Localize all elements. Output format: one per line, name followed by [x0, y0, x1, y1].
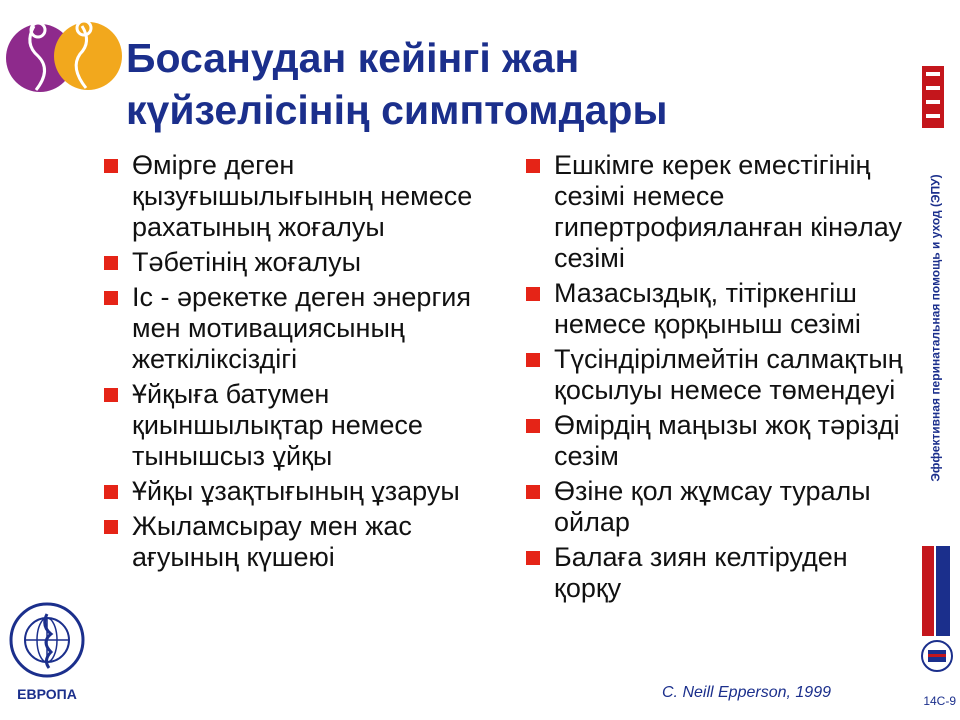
list-item	[526, 150, 916, 274]
list-item	[526, 278, 916, 340]
list-item	[104, 379, 484, 472]
title-line-2: күйзелісінің симптомдары	[126, 87, 668, 133]
list-item-text: Балаға зиян келтіруден қорқу	[554, 542, 848, 603]
slide-number: 14C-9	[923, 694, 956, 708]
usaid-logo	[920, 546, 954, 676]
program-logo	[4, 4, 122, 104]
citation: C. Neill Epperson, 1999	[662, 684, 831, 701]
list-item-text: Мазасыздық, тітіркенгіш немесе қорқыныш сезімі	[554, 278, 861, 339]
list-item-text: Іс - әрекетке деген энергия мен мотивациясының жеткіліксіздігі	[132, 282, 472, 374]
square-bullet-icon	[526, 419, 540, 433]
list-item-text: Өмірге деген қызуғышылығының немесе рахатының жоғалуы	[132, 150, 473, 242]
square-bullet-icon	[104, 159, 118, 173]
square-bullet-icon	[526, 551, 540, 565]
square-bullet-icon	[104, 256, 118, 270]
slide-title	[126, 32, 886, 136]
left-symptom-list	[104, 150, 484, 577]
list-item	[526, 344, 916, 406]
list-item	[104, 247, 484, 278]
list-item-text: Ұйқыға батумен қиыншылықтар немесе тынышсыз ұйқы	[132, 379, 423, 471]
square-bullet-icon	[104, 520, 118, 534]
list-item-text: Тәбетінің жоғалуы	[132, 247, 362, 277]
jsi-logo	[922, 66, 944, 128]
sidebar-caption-text: Эффективная перинатальная помощь и уход (ЭПУ)	[929, 174, 944, 482]
list-item	[104, 511, 484, 573]
square-bullet-icon	[526, 287, 540, 301]
title-line-1: Босанудан кейінгі жан	[126, 35, 580, 81]
list-item-text: Өзіне қол жұмсау туралы ойлар	[554, 476, 871, 537]
right-symptom-list	[526, 150, 916, 608]
square-bullet-icon	[104, 291, 118, 305]
sidebar-caption	[920, 148, 952, 508]
list-item	[526, 476, 916, 538]
list-item-text: Ұйқы ұзақтығының ұзаруы	[132, 476, 460, 506]
square-bullet-icon	[526, 353, 540, 367]
who-emblem-icon	[6, 600, 88, 680]
list-item	[526, 542, 916, 604]
europa-label: ЕВРОПА	[17, 686, 77, 702]
list-item-text: Түсіндірілмейтін салмақтың қосылуы немесе төмендеуі	[554, 344, 903, 405]
list-item-text: Өмірдің маңызы жоқ тәрізді сезім	[554, 410, 900, 471]
list-item	[526, 410, 916, 472]
list-item-text: Ешкімге керек еместігінің сезімі немесе гипертрофияланған кінәлау сезімі	[554, 150, 902, 273]
square-bullet-icon	[526, 159, 540, 173]
square-bullet-icon	[526, 485, 540, 499]
list-item	[104, 282, 484, 375]
list-item	[104, 150, 484, 243]
list-item-text: Жыламсырау мен жас ағуының күшеюі	[132, 511, 412, 572]
square-bullet-icon	[104, 388, 118, 402]
list-item	[104, 476, 484, 507]
square-bullet-icon	[104, 485, 118, 499]
